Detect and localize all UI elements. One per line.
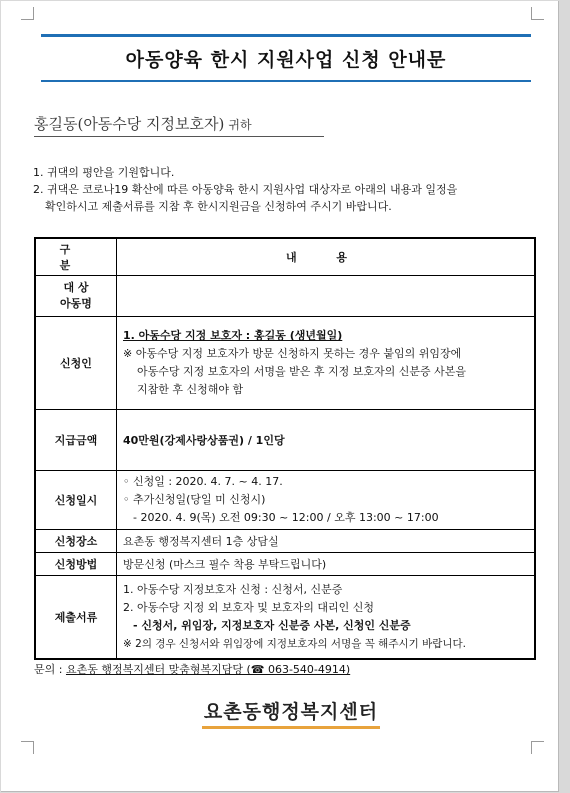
title-rule-bottom bbox=[41, 80, 531, 82]
recipient-name: 홍길동(아동수당 지정보호자) bbox=[34, 115, 225, 133]
intro-text bbox=[33, 164, 538, 215]
intro-line: 2. 귀댁은 코로나19 확산에 따른 아동양육 한시 지원사업 대상자로 아래의 내용과 일정을 bbox=[33, 183, 458, 196]
row-value bbox=[117, 576, 536, 660]
applicant-line: 1. 아동수당 지정 보호자 : 홍길동 (생년월일) bbox=[123, 329, 343, 342]
row-label: 신청장소 bbox=[35, 530, 117, 553]
table-row-amount bbox=[35, 410, 535, 471]
row-value bbox=[117, 471, 536, 530]
table-row-period bbox=[35, 471, 535, 530]
intro-line: 확인하시고 제출서류를 지참 후 한시지원금을 신청하여 주시기 바랍니다. bbox=[45, 200, 392, 213]
contact-line bbox=[34, 661, 350, 677]
margin-corner-top-right bbox=[531, 7, 544, 20]
row-value: 방문신청 (마스크 필수 착용 부탁드립니다) bbox=[117, 553, 536, 576]
row-value bbox=[117, 276, 536, 317]
row-label: 제출서류 bbox=[35, 576, 117, 660]
recipient-line bbox=[34, 113, 324, 137]
row-value: 요촌동 행정복지센터 1층 상담실 bbox=[117, 530, 536, 553]
docs-line: 2. 아동수당 지정 외 보호자 및 보호자의 대리인 신청 bbox=[123, 601, 374, 614]
document-title: 아동양육 한시 지원사업 신청 안내문 bbox=[125, 49, 447, 71]
applicant-note: ※ 아동수당 지정 보호자가 방문 신청하지 못하는 경우 붙임의 위임장에 bbox=[123, 347, 462, 360]
table-row-place bbox=[35, 530, 535, 553]
margin-corner-top-left bbox=[21, 7, 34, 20]
row-label: 신청일시 bbox=[35, 471, 117, 530]
recipient-suffix: 귀하 bbox=[228, 118, 252, 132]
row-label: 신청인 bbox=[35, 317, 117, 410]
table-row-target bbox=[35, 276, 535, 317]
info-table bbox=[34, 237, 536, 660]
period-line: ◦ 신청일 : 2020. 4. 7. ~ 4. 17. bbox=[123, 475, 283, 488]
row-label bbox=[35, 276, 117, 317]
docs-note: ※ 2의 경우 신청서와 위임장에 지정보호자의 서명을 꼭 해주시기 바랍니다. bbox=[123, 638, 467, 650]
header-content: 내 용 bbox=[117, 238, 536, 276]
table-row-docs bbox=[35, 576, 535, 660]
row-value bbox=[117, 317, 536, 410]
table-header-row bbox=[35, 238, 535, 276]
applicant-note: 지참한 후 신청해야 함 bbox=[137, 383, 244, 396]
applicant-note: 아동수당 지정 보호자의 서명을 받은 후 지정 보호자의 신분증 사본을 bbox=[137, 365, 466, 378]
row-label: 지급금액 bbox=[35, 410, 117, 471]
row-value: 40만원(강제사랑상품권) / 1인당 bbox=[117, 410, 536, 471]
issuer-name bbox=[141, 697, 441, 729]
period-line: - 2020. 4. 9(목) 오전 09:30 ~ 12:00 / 오후 13:00 ~ 17:00 bbox=[133, 511, 439, 524]
contact-label: 문의 : bbox=[34, 663, 63, 676]
margin-corner-bottom-left bbox=[21, 741, 34, 754]
period-line: ◦ 추가신청일(당일 미 신청시) bbox=[123, 493, 266, 506]
title-rule-top bbox=[41, 34, 531, 37]
margin-corner-bottom-right bbox=[531, 741, 544, 754]
row-label-line: 대 상 bbox=[63, 281, 89, 294]
docs-line: 1. 아동수당 지정보호자 신청 : 신청서, 신분증 bbox=[123, 583, 343, 596]
row-label-line: 아동명 bbox=[60, 297, 92, 310]
document-page bbox=[1, 1, 559, 792]
intro-line: 1. 귀댁의 평안을 기원합니다. bbox=[33, 166, 175, 179]
row-label: 신청방법 bbox=[35, 553, 117, 576]
docs-line: - 신청서, 위임장, 지정보호자 신분증 사본, 신청인 신분증 bbox=[133, 619, 411, 632]
table-row-method bbox=[35, 553, 535, 576]
contact-value: 요촌동 행정복지센터 맞춤형복지담당 (☎ 063-540-4914) bbox=[65, 663, 351, 676]
table-row-applicant bbox=[35, 317, 535, 410]
header-category: 구 분 bbox=[35, 238, 117, 276]
issuer-name-text: 요촌동행정복지센터 bbox=[202, 697, 380, 729]
